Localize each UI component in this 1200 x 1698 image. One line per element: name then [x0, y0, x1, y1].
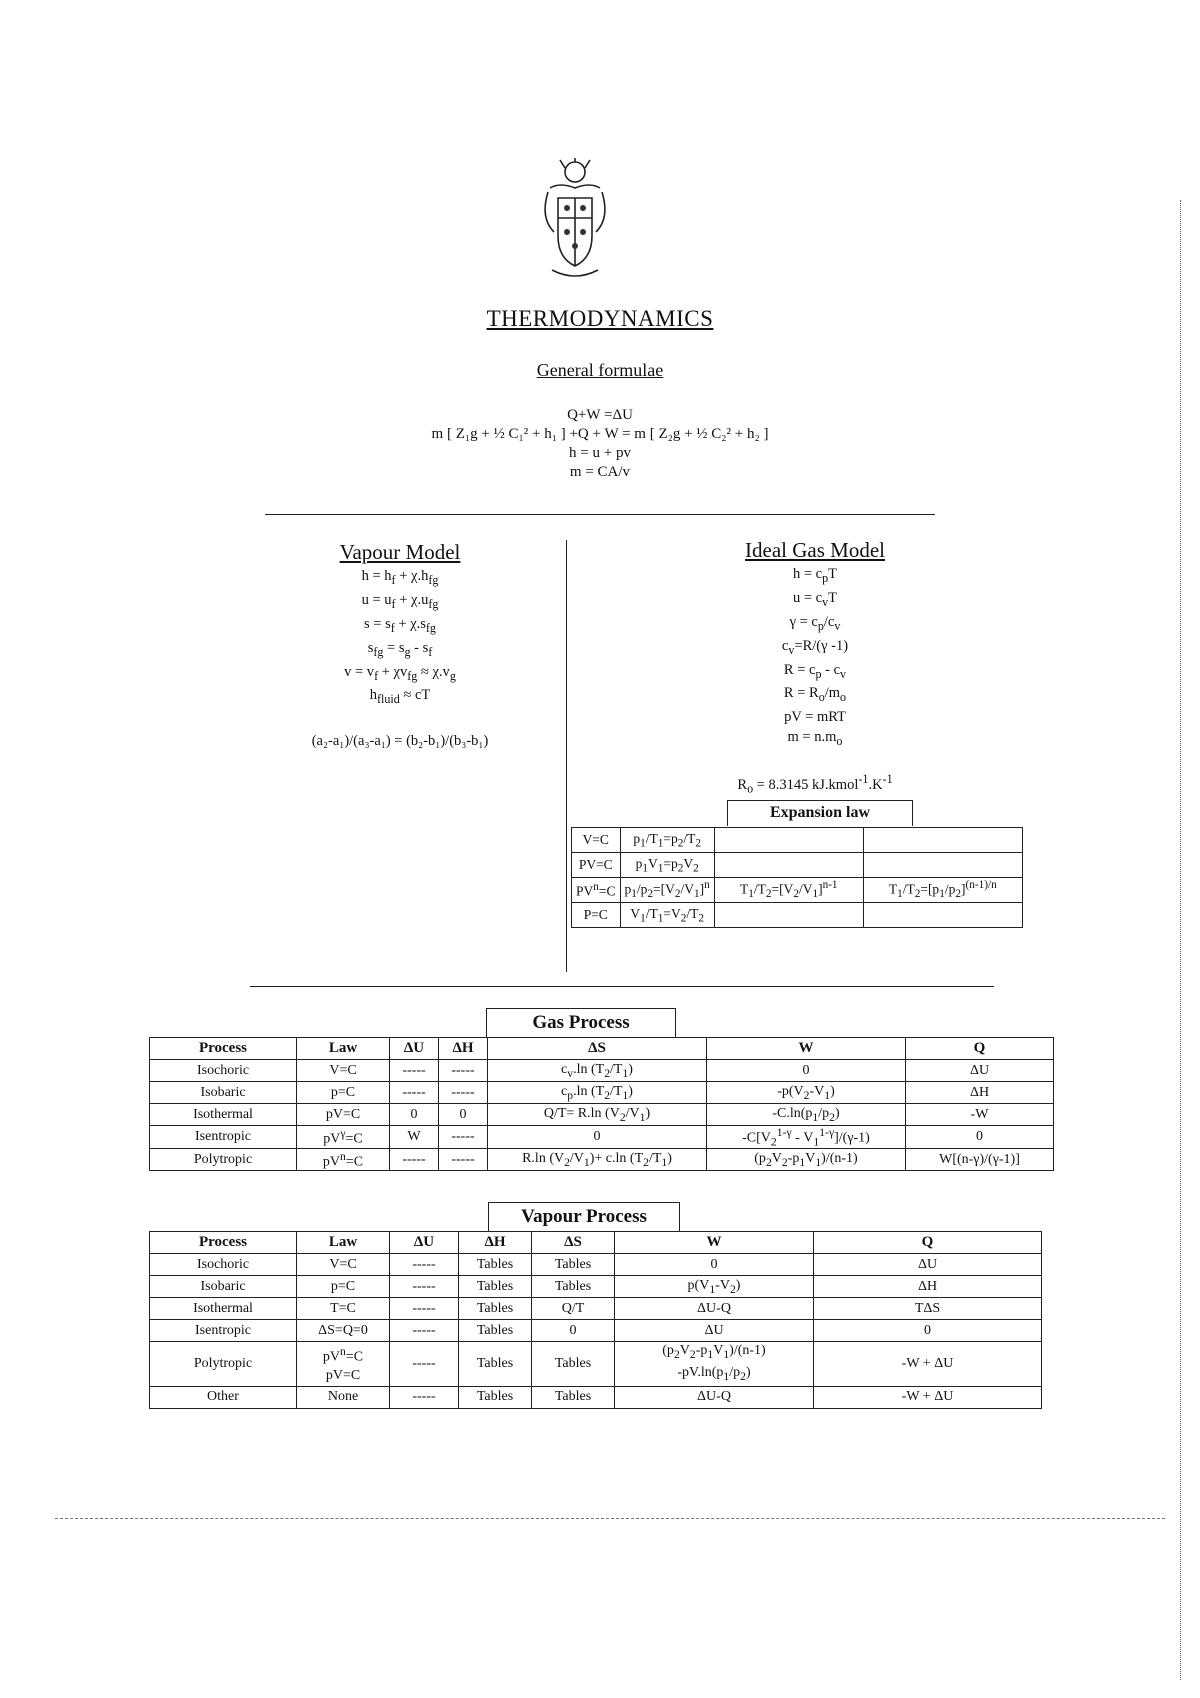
table-cell: W: [390, 1126, 439, 1149]
table-cell: P=C: [572, 903, 621, 928]
table-cell: ΔU: [906, 1060, 1054, 1082]
table-cell: Tables: [459, 1254, 532, 1276]
table-cell: $pV^n=C$: [297, 1149, 390, 1171]
column-header: ΔU: [390, 1038, 439, 1060]
ideal-gas-formula: $u = c_vT$: [792, 589, 838, 609]
table-cell: -----: [390, 1276, 459, 1298]
column-header: W: [615, 1232, 814, 1254]
energy-balance-formula: m [ Z₁g + ½ C₁² + h₁ ] +Q + W = m [ Z₂g + ½ C₂² + h₂ ]: [431, 426, 769, 442]
ideal-gas-formula: $\gamma = c_p/c_v$: [789, 613, 841, 633]
page-subtitle: General formulae: [536, 360, 664, 380]
table-cell: None: [297, 1386, 390, 1408]
table-cell: Isentropic: [150, 1320, 297, 1342]
table-cell: ΔU: [814, 1254, 1042, 1276]
table-cell: Isobaric: [150, 1082, 297, 1104]
table-cell: -----: [439, 1149, 488, 1171]
table-cell: Tables: [459, 1386, 532, 1408]
table-cell: Polytropic: [150, 1342, 297, 1387]
ideal-gas-formula: $R = c_p - c_v$: [783, 661, 847, 681]
ideal-gas-model-title: Ideal Gas Model: [745, 538, 885, 562]
table-cell: ΔU-Q: [615, 1386, 814, 1408]
table-cell: 0: [439, 1104, 488, 1126]
table-cell: -W + ΔU: [814, 1342, 1042, 1387]
table-cell: 0: [814, 1320, 1042, 1342]
gas-process-title: Gas Process: [486, 1008, 676, 1037]
table-cell: Tables: [459, 1298, 532, 1320]
column-header: ΔH: [439, 1038, 488, 1060]
table-cell: ΔU: [615, 1320, 814, 1342]
ideal-gas-model-section: [600, 536, 1030, 799]
table-cell: $(p_2V_2-p_1V_1)/(n-1)$ $-pV.\ln(p_1/p_2)$: [615, 1342, 814, 1387]
table-cell: $T_1/T_2=[V_2/V_1]^{n-1}$: [714, 878, 863, 903]
vapour-formula: $v = v_f + \chi v_{fg} \approx \chi.v_g$: [344, 663, 456, 683]
table-cell: Tables: [459, 1320, 532, 1342]
vapour-formula: $h = h_f + \chi.h_{fg}$: [361, 568, 439, 587]
vapour-formula: $s_{fg} = s_g - s_f$: [367, 639, 433, 659]
general-formulae: [0, 406, 1200, 482]
table-cell: $p_1/T_1=p_2/T_2$: [620, 828, 714, 853]
table-cell: ΔH: [814, 1276, 1042, 1298]
table-cell: W[(n-γ)/(γ-1)]: [906, 1149, 1054, 1171]
table-cell: $-C.\ln(p_1/p_2)$: [707, 1104, 906, 1126]
vapour-model-title: Vapour Model: [339, 540, 461, 564]
table-cell: Isothermal: [150, 1104, 297, 1126]
ideal-gas-formula: $m = n.m_o$: [787, 729, 843, 749]
table-cell: -----: [439, 1126, 488, 1149]
table-cell: 0: [532, 1320, 615, 1342]
column-header: Process: [150, 1232, 297, 1254]
table-cell: $c_v.\ln$ $(T_2/T_1)$: [488, 1060, 707, 1082]
table-row: [150, 1254, 1042, 1276]
column-header: W: [707, 1038, 906, 1060]
table-cell: R.ln $(V_2/V_1)+ c.\ln$ $(T_2/T_1)$: [488, 1149, 707, 1171]
table-cell: $PV^n=C$: [572, 878, 621, 903]
table-row: [150, 1060, 1054, 1082]
table-row: [572, 878, 1023, 903]
table-cell: T=C: [297, 1298, 390, 1320]
table-cell: $p(V_1-V_2)$: [615, 1276, 814, 1298]
divider-bottom: [55, 1518, 1165, 1519]
table-cell: Tables: [459, 1276, 532, 1298]
table-cell: 0: [488, 1126, 707, 1149]
table-row: [150, 1298, 1042, 1320]
page-title: THERMODYNAMICS: [486, 306, 714, 331]
table-cell: -W + ΔU: [814, 1386, 1042, 1408]
table-row: [150, 1342, 1042, 1387]
table-header-row: [150, 1232, 1042, 1254]
ideal-gas-formula: $c_v=R/(\gamma$ -1): [781, 637, 849, 657]
column-header: ΔH: [459, 1232, 532, 1254]
table-cell: [714, 828, 863, 853]
table-cell: [714, 903, 863, 928]
expansion-law-title: Expansion law: [727, 800, 913, 826]
table-cell: 0: [906, 1126, 1054, 1149]
table-cell: Isentropic: [150, 1126, 297, 1149]
table-cell: -----: [390, 1149, 439, 1171]
column-header: Q: [814, 1232, 1042, 1254]
table-cell: [714, 853, 863, 878]
table-cell: $-p(V_2-V_1)$: [707, 1082, 906, 1104]
divider-top: [265, 514, 935, 515]
table-row: [150, 1149, 1054, 1171]
table-cell: ΔS=Q=0: [297, 1320, 390, 1342]
ideal-gas-formula: pV = mRT: [784, 709, 846, 726]
vapour-formula: $u = u_f + \chi.u_{fg}$: [361, 591, 439, 611]
table-cell: -----: [390, 1060, 439, 1082]
column-header: Q: [906, 1038, 1054, 1060]
university-crest-logo: [540, 158, 610, 286]
vapour-formula: $s = s_f + \chi.s_{fg}$: [364, 615, 436, 635]
gas-process-table: [149, 1037, 1054, 1171]
table-cell: Isobaric: [150, 1276, 297, 1298]
table-cell: $p_1V_1=p_2V_2$: [620, 853, 714, 878]
table-cell: pV=C: [297, 1104, 390, 1126]
table-cell: 0: [390, 1104, 439, 1126]
table-cell: -----: [390, 1082, 439, 1104]
table-cell: $-C[V_2^{1-\gamma} - V_1^{1-\gamma}]/(\gamma-1)$: [707, 1126, 906, 1149]
expansion-law-table: [571, 827, 1023, 928]
table-cell: Other: [150, 1386, 297, 1408]
column-header: ΔS: [532, 1232, 615, 1254]
ideal-gas-formula: $h = c_pT$: [792, 566, 838, 585]
table-cell: Tables: [532, 1342, 615, 1387]
enthalpy-formula: h = u + pv: [569, 445, 631, 461]
mass-flow-formula: m = CA/v: [569, 464, 631, 480]
table-cell: p=C: [297, 1082, 390, 1104]
table-cell: V=C: [297, 1254, 390, 1276]
table-cell: -----: [390, 1320, 459, 1342]
table-cell: TΔS: [814, 1298, 1042, 1320]
vapour-process-table: [149, 1231, 1042, 1409]
table-cell: p=C: [297, 1276, 390, 1298]
table-row: [150, 1320, 1042, 1342]
table-cell: -----: [439, 1060, 488, 1082]
vapour-formula: $h_{fluid}$ ≈ cT: [369, 687, 431, 707]
ideal-gas-formula: $R = R_o/m_o$: [783, 685, 847, 705]
table-cell: ΔU-Q: [615, 1298, 814, 1320]
table-cell: [863, 903, 1022, 928]
table-row: [572, 828, 1023, 853]
table-cell: 0: [615, 1254, 814, 1276]
column-header: ΔU: [390, 1232, 459, 1254]
vapour-process-title: Vapour Process: [488, 1202, 680, 1231]
table-cell: [863, 853, 1022, 878]
table-row: [150, 1104, 1054, 1126]
table-cell: Isothermal: [150, 1298, 297, 1320]
table-cell: V=C: [572, 828, 621, 853]
table-cell: V=C: [297, 1060, 390, 1082]
divider-middle: [250, 986, 994, 987]
table-cell: Tables: [532, 1386, 615, 1408]
table-cell: Tables: [459, 1342, 532, 1387]
table-cell: Polytropic: [150, 1149, 297, 1171]
column-header: Process: [150, 1038, 297, 1060]
table-cell: $c_p.\ln$ $(T_2/T_1)$: [488, 1082, 707, 1104]
table-cell: 0: [707, 1060, 906, 1082]
table-cell: ΔH: [906, 1082, 1054, 1104]
table-row: [572, 853, 1023, 878]
first-law-formula: Q+W =ΔU: [567, 407, 633, 423]
table-cell: [863, 828, 1022, 853]
table-cell: $T_1/T_2=[p_1/p_2]^{(n-1)/n}$: [863, 878, 1022, 903]
table-cell: Isochoric: [150, 1060, 297, 1082]
table-cell: -----: [390, 1386, 459, 1408]
table-cell: -W: [906, 1104, 1054, 1126]
column-header: Law: [297, 1038, 390, 1060]
table-cell: Isochoric: [150, 1254, 297, 1276]
table-cell: $V_1/T_1=V_2/T_2$: [620, 903, 714, 928]
table-cell: -----: [439, 1082, 488, 1104]
vapour-model-section: [200, 538, 600, 751]
table-cell: PV=C: [572, 853, 621, 878]
column-header: Law: [297, 1232, 390, 1254]
table-cell: Tables: [532, 1254, 615, 1276]
interpolation-formula: (a₂-a₁)/(a₃-a₁) = (b₂-b₁)/(b₃-b₁): [311, 733, 489, 750]
table-cell: $pV^\gamma=C$: [297, 1126, 390, 1149]
table-cell: -----: [390, 1254, 459, 1276]
table-cell: $(p_2V_2-p_1V_1)/(n-1)$: [707, 1149, 906, 1171]
scan-edge-line: [1180, 200, 1181, 1680]
table-cell: $p_1/p_2=[V_2/V_1]^n$: [620, 878, 714, 903]
universal-gas-constant: $R_o = 8.3145$ $kJ.kmol^{-1}.K^{-1}$: [737, 772, 893, 796]
table-cell: $pV^n=C$ pV=C: [297, 1342, 390, 1387]
table-row: [572, 903, 1023, 928]
table-row: [150, 1276, 1042, 1298]
table-cell: Tables: [532, 1276, 615, 1298]
table-header-row: [150, 1038, 1054, 1060]
table-row: [150, 1082, 1054, 1104]
table-cell: -----: [390, 1298, 459, 1320]
table-row: [150, 1386, 1042, 1408]
table-cell: Q/T: [532, 1298, 615, 1320]
table-cell: -----: [390, 1342, 459, 1387]
table-row: [150, 1126, 1054, 1149]
table-cell: Q/T= R.ln $(V_2/V_1)$: [488, 1104, 707, 1126]
column-header: ΔS: [488, 1038, 707, 1060]
